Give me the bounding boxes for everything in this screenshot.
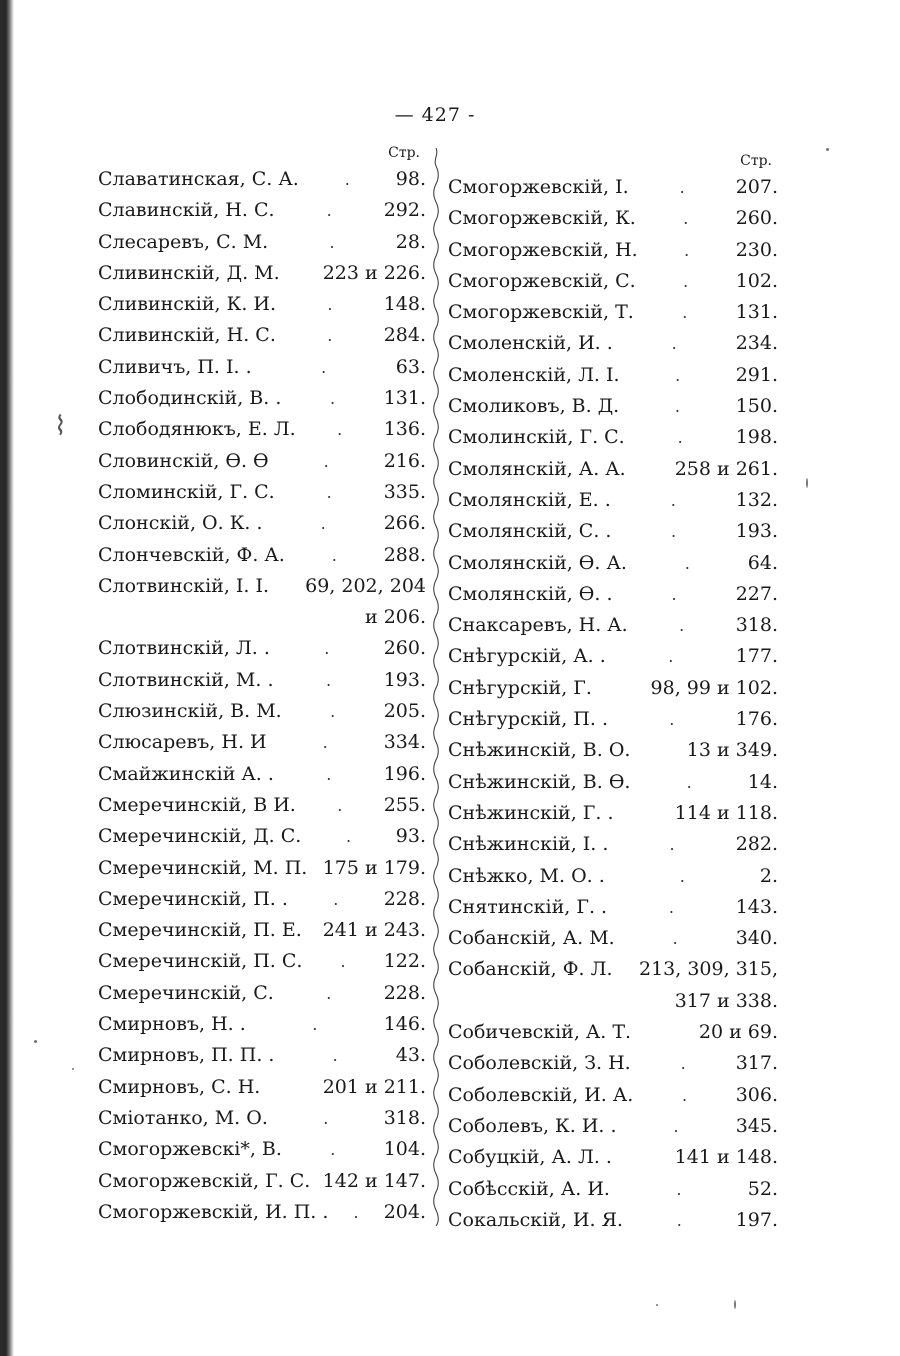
entry-pages: 282. [735,833,778,856]
entry-leader-dot: . [681,1085,688,1105]
index-entry [448,328,778,359]
entry-name: Смогоржевскій, Т. [448,301,634,324]
index-entry [98,1072,426,1103]
entry-leader-dot: . [333,889,339,909]
entry-pages: 234. [735,332,778,355]
index-entry [98,383,426,414]
entry-leader-dot: . [675,365,681,385]
entry-name: Смогоржевскій, И. П. . [98,1200,329,1223]
entry-name: Смолинскій, Г. С. [448,426,625,449]
entry-name: Смоленскій, Л. І. [448,363,620,386]
index-entry [448,454,778,485]
entry-leader-dot: . [312,1015,318,1035]
entry-leader-dot: . [674,397,680,417]
entry-pages: 193. [735,520,778,543]
entry-leader-dot: . [668,647,674,667]
entry-name: Слотвинскій, Л. . [98,637,270,660]
index-entry [448,673,778,704]
entry-leader-dot: . [684,240,690,260]
entry-leader-dot: . [332,1046,338,1066]
entry-leader-dot: . [679,866,685,886]
entry-pages: 201 и 211. [322,1075,426,1098]
index-entry [98,759,426,790]
index-entry [98,571,426,602]
entry-name: Сломинскій, Г. С. [98,480,275,503]
entry-name: Слободинскій, В. . [98,387,282,410]
entry-pages: 64. [747,551,778,574]
index-entry [448,203,778,234]
entry-leader-dot: . [671,522,677,542]
index-entry [448,266,778,297]
entry-pages: 69, 202, 204 [305,574,426,597]
index-entry [448,297,778,328]
index-entry [98,1009,426,1040]
entry-leader-dot: . [683,271,689,291]
page-number: — 427 - [394,104,476,126]
entry-pages: 14. [747,770,778,793]
entry-pages: 228. [383,981,426,1004]
entry-name: Слотвинскій, І. І. [98,574,270,597]
entry-leader-dot: . [329,232,335,252]
index-entry [448,1174,778,1205]
index-entry [448,1017,778,1048]
index-entry [98,1134,426,1165]
entry-pages: 146. [383,1013,426,1036]
entry-name: Слюзинскій, В. М. [98,700,282,723]
entry-leader-dot: . [326,482,332,502]
index-entry [98,540,426,571]
entry-leader-dot: . [329,389,336,409]
entry-name: Слюсаревъ, Н. И [98,731,267,754]
entry-pages: 2. [759,864,778,887]
entry-name: Смирновъ, С. Н. [98,1075,261,1098]
entry-name: Сливинскій, Н. С. [98,324,276,347]
paper-speck [826,148,829,151]
left-index-column [98,142,426,1228]
entry-pages: 318. [383,1106,426,1129]
entry-name: Сокальскій, И. Я. [448,1208,623,1231]
entry-name: Смолянскій, С. . [448,520,612,543]
entry-pages: 204. [383,1200,426,1223]
index-entry [448,986,778,1017]
entry-pages: 98, 99 и 102. [650,676,778,699]
index-entry [98,289,426,320]
index-entry [448,641,778,672]
entry-name: Смеречинскій, С. [98,981,274,1004]
index-entry [448,1048,778,1079]
entry-pages: 176. [735,708,778,731]
entry-leader-dot: . [324,639,330,659]
entry-leader-dot: . [672,929,678,949]
paper-speck [656,1304,658,1306]
index-entry [98,477,426,508]
entry-pages: 288. [383,543,426,566]
index-entry [448,798,778,829]
entry-leader-dot: . [337,420,343,440]
entry-name: Снѣжинскій, Г. . [448,801,614,824]
index-entry [448,923,778,954]
entry-leader-dot: . [330,1140,336,1160]
entry-leader-dot: . [669,710,675,730]
index-entry [98,915,426,946]
entry-name: Словинскій, Ѳ. Ѳ [98,449,269,472]
index-entry [98,320,426,351]
entry-leader-dot: . [327,295,333,315]
entry-name: Смеречинскій, П. С. [98,950,303,973]
paper-speck [806,478,808,488]
entry-name: Сміотанко, М. О. [98,1106,268,1129]
index-entry [448,610,778,641]
entry-pages: 142 и 147. [322,1169,426,1192]
index-entry [98,978,426,1009]
entry-pages: 198. [735,426,778,449]
column-divider [432,148,440,1226]
entry-name: Снѣгурскій, П. . [448,708,608,731]
entry-pages: 340. [735,927,778,950]
entry-leader-dot: . [679,616,685,636]
index-entry [448,1142,778,1173]
entry-name: Смеречинскій, В И. [98,793,296,816]
index-entry [98,884,426,915]
entry-name: Смеречинскій, П. Е. [98,919,302,942]
entry-name: Смолянскій, Е. . [448,488,611,511]
entry-leader-dot: . [327,326,333,346]
entry-pages: 345. [735,1114,778,1137]
entry-pages: 93. [395,825,426,848]
entry-name: Смеречинскій, П. . [98,887,288,910]
entry-name: Сливичъ, П. І. . [98,355,252,378]
index-entry [448,704,778,735]
entry-name: Слончевскій, Ф. А. [98,543,285,566]
entry-pages: 132. [735,488,778,511]
entry-pages: 334. [383,731,426,754]
paper-speck [34,1040,37,1043]
entry-pages: 230. [735,238,778,261]
index-entry [98,1166,426,1197]
entry-name: Соболевъ, К. И. . [448,1114,617,1137]
entry-leader-dot: . [677,428,683,448]
entry-name: Славинскій, Н. С. [98,199,275,222]
index-entry [448,516,778,547]
entry-leader-dot: . [344,170,350,189]
entry-pages: 255. [383,793,426,816]
entry-pages: 13 и 349. [686,739,778,762]
entry-leader-dot: . [671,584,677,604]
page-spine-edge [0,0,14,1356]
handwritten-mark: ⌇ [49,411,68,443]
entry-pages: 260. [735,207,778,230]
entry-name: Снѣжинскій, І. . [448,833,609,856]
index-entry [448,579,778,610]
entry-name: Собѣсскій, А. И. [448,1177,610,1200]
entry-pages: 193. [383,668,426,691]
index-entry [98,1197,426,1228]
entry-pages: 131. [735,301,778,324]
index-entry [98,258,426,289]
entry-pages: 317 и 338. [674,989,778,1012]
index-entry [98,696,426,727]
index-entry [448,1080,778,1111]
index-entry [98,790,426,821]
entry-name: Собуцкій, А. Л. . [448,1146,612,1169]
entry-name: Смогоржевскій, К. [448,207,636,230]
entry-pages: 266. [383,512,426,535]
index-entry [98,727,426,758]
entry-pages: 28. [395,230,426,253]
entry-pages: 205. [383,700,426,723]
entry-leader-dot: . [682,303,688,323]
entry-name: Славатинская, С. А. [98,168,299,190]
index-entry [98,633,426,664]
entry-name: Смеречинскій, Д. С. [98,825,302,848]
entry-pages: 306. [735,1083,778,1106]
entry-name: Смолянскій, Ѳ. . [448,582,613,605]
entry-leader-dot: . [686,772,692,792]
entry-name: Снѣжинскій, В. О. [448,739,631,762]
entry-pages: 223 и 226. [322,261,426,284]
entry-name: Смирновъ, Н. . [98,1013,246,1036]
entry-pages: 213, 309, 315, [639,958,778,981]
entry-pages: 335. [383,480,426,503]
index-entry [98,195,426,226]
entry-leader-dot: . [320,514,326,534]
index-entry [448,172,778,203]
index-entry [98,446,426,477]
index-entry [98,665,426,696]
entry-pages: 228. [383,887,426,910]
index-entry [98,414,426,445]
index-entry [98,508,426,539]
entry-pages: 292. [383,199,426,222]
entry-leader-dot: . [323,1108,329,1128]
index-entry [448,829,778,860]
entry-leader-dot: . [670,490,676,510]
entry-leader-dot: . [337,795,343,815]
entry-leader-dot: . [345,827,352,847]
entry-name: Собанскій, Ф. Л. [448,958,613,981]
entry-pages: 291. [735,363,778,386]
entry-pages: 104. [383,1138,426,1161]
entry-name: Снѣгурскій, А. . [448,645,606,668]
entry-name: Смогоржевскій, Н. [448,238,638,261]
index-entry [448,485,778,516]
entry-leader-dot: . [321,357,327,377]
entry-leader-dot: . [668,897,674,917]
entry-name: Собанскій, А. М. [448,927,615,950]
entry-name: Сливинскій, К. И. [98,293,277,316]
entry-name: Смолянскій, Ѳ. А. [448,551,627,574]
entry-pages: 207. [735,176,778,198]
entry-pages: 141 и 148. [674,1146,778,1169]
entry-pages: 197. [735,1208,778,1231]
index-entry [98,602,426,633]
entry-leader-dot: . [680,1054,686,1074]
entry-leader-dot: . [322,733,328,753]
entry-name: Снятинскій, Г. . [448,895,608,918]
entry-pages: 318. [735,614,778,637]
index-entry [448,892,778,923]
entry-name: Смоленскій, И. . [448,332,613,355]
index-entry [448,735,778,766]
entry-pages: 20 и 69. [698,1021,778,1044]
entry-leader-dot: . [679,178,685,197]
entry-pages: 102. [735,269,778,292]
entry-name: Соболевскій, З. Н. [448,1052,631,1075]
entry-pages: и 206. [365,606,427,629]
index-entry [448,767,778,798]
entry-name: Сливинскій, Д. М. [98,261,280,284]
entry-name: Смогоржевскі*, В. [98,1138,282,1161]
index-entry [98,946,426,977]
entry-name: Слесаревъ, С. М. [98,230,269,253]
entry-leader-dot: . [671,334,677,354]
entry-leader-dot: . [683,209,689,229]
index-entry [98,1040,426,1071]
index-entry [98,853,426,884]
entry-name: Снѣгурскій, Г. [448,676,592,699]
entry-name: Смеречинскій, М. П. [98,856,308,879]
entry-leader-dot: . [326,670,332,690]
entry-leader-dot: . [669,835,675,855]
entry-leader-dot: . [326,983,332,1003]
entry-name: Смолянскій, А. А. [448,457,626,480]
index-entry [98,1103,426,1134]
index-entry [448,1205,778,1236]
index-entry [98,164,426,195]
entry-pages: 98. [395,168,426,190]
entry-leader-dot: . [684,553,690,573]
entry-name: Смайжинскій А. . [98,762,274,785]
entry-pages: 196. [383,762,426,785]
entry-leader-dot: . [340,952,346,972]
entry-name: Снѣжко, М. О. . [448,864,605,887]
index-entry [448,235,778,266]
entry-name: Смирновъ, П. П. . [98,1044,275,1067]
index-entry [448,1111,778,1142]
entry-leader-dot: . [323,451,329,471]
index-entry [98,352,426,383]
right-index-column [448,150,778,1236]
entry-name: Смогоржевскій, С. [448,269,636,292]
entry-pages: 122. [383,950,426,973]
entry-pages: 258 и 261. [674,457,778,480]
entry-name: Снѣжинскій, В. Ѳ. [448,770,631,793]
entry-name: Слотвинскій, М. . [98,668,274,691]
entry-leader-dot: . [331,545,337,565]
paper-speck [72,1068,74,1070]
right-page-heading: Стр. [740,153,772,169]
entry-leader-dot: . [353,1202,359,1222]
index-entry [448,422,778,453]
entry-pages: 148. [383,293,426,316]
entry-pages: 216. [383,449,426,472]
entry-pages: 136. [383,418,426,441]
index-entry [448,548,778,579]
entry-pages: 260. [383,637,426,660]
entry-pages: 52. [747,1177,778,1200]
index-entry [98,821,426,852]
left-page-heading: Стр. [388,145,420,161]
entry-pages: 317. [735,1052,778,1075]
entry-name: Слонскій, О. К. . [98,512,263,535]
entry-pages: 131. [383,387,426,410]
entry-pages: 227. [735,582,778,605]
entry-leader-dot: . [326,201,332,221]
entry-leader-dot: . [676,1210,682,1230]
entry-pages: 63. [395,355,426,378]
entry-pages: 143. [735,895,778,918]
index-entry [448,360,778,391]
entry-leader-dot: . [330,702,336,722]
entry-pages: 177. [735,645,778,668]
entry-name: Смогоржевскій, Г. С. [98,1169,311,1192]
entry-name: Соболевскій, И. А. [448,1083,634,1106]
entry-leader-dot: . [676,1179,682,1199]
index-entry [448,391,778,422]
entry-name: Смогоржевскій, І. [448,176,629,198]
index-entry [448,954,778,985]
entry-pages: 150. [735,395,778,418]
entry-leader-dot: . [673,1116,679,1136]
paper-speck [734,1300,736,1309]
entry-leader-dot: . [326,764,332,784]
entry-pages: 175 и 179. [322,856,426,879]
entry-pages: 43. [395,1044,426,1067]
index-entry [98,227,426,258]
entry-name: Снаксаревъ, Н. А. [448,614,628,637]
entry-name: Слободянюкъ, Е. Л. [98,418,296,441]
index-entry [448,861,778,892]
entry-pages: 241 и 243. [322,919,426,942]
entry-pages: 114 и 118. [674,801,778,824]
entry-name: Собичевскій, А. Т. [448,1021,632,1044]
entry-pages: 284. [383,324,426,347]
entry-name: Смоликовъ, В. Д. [448,395,620,418]
